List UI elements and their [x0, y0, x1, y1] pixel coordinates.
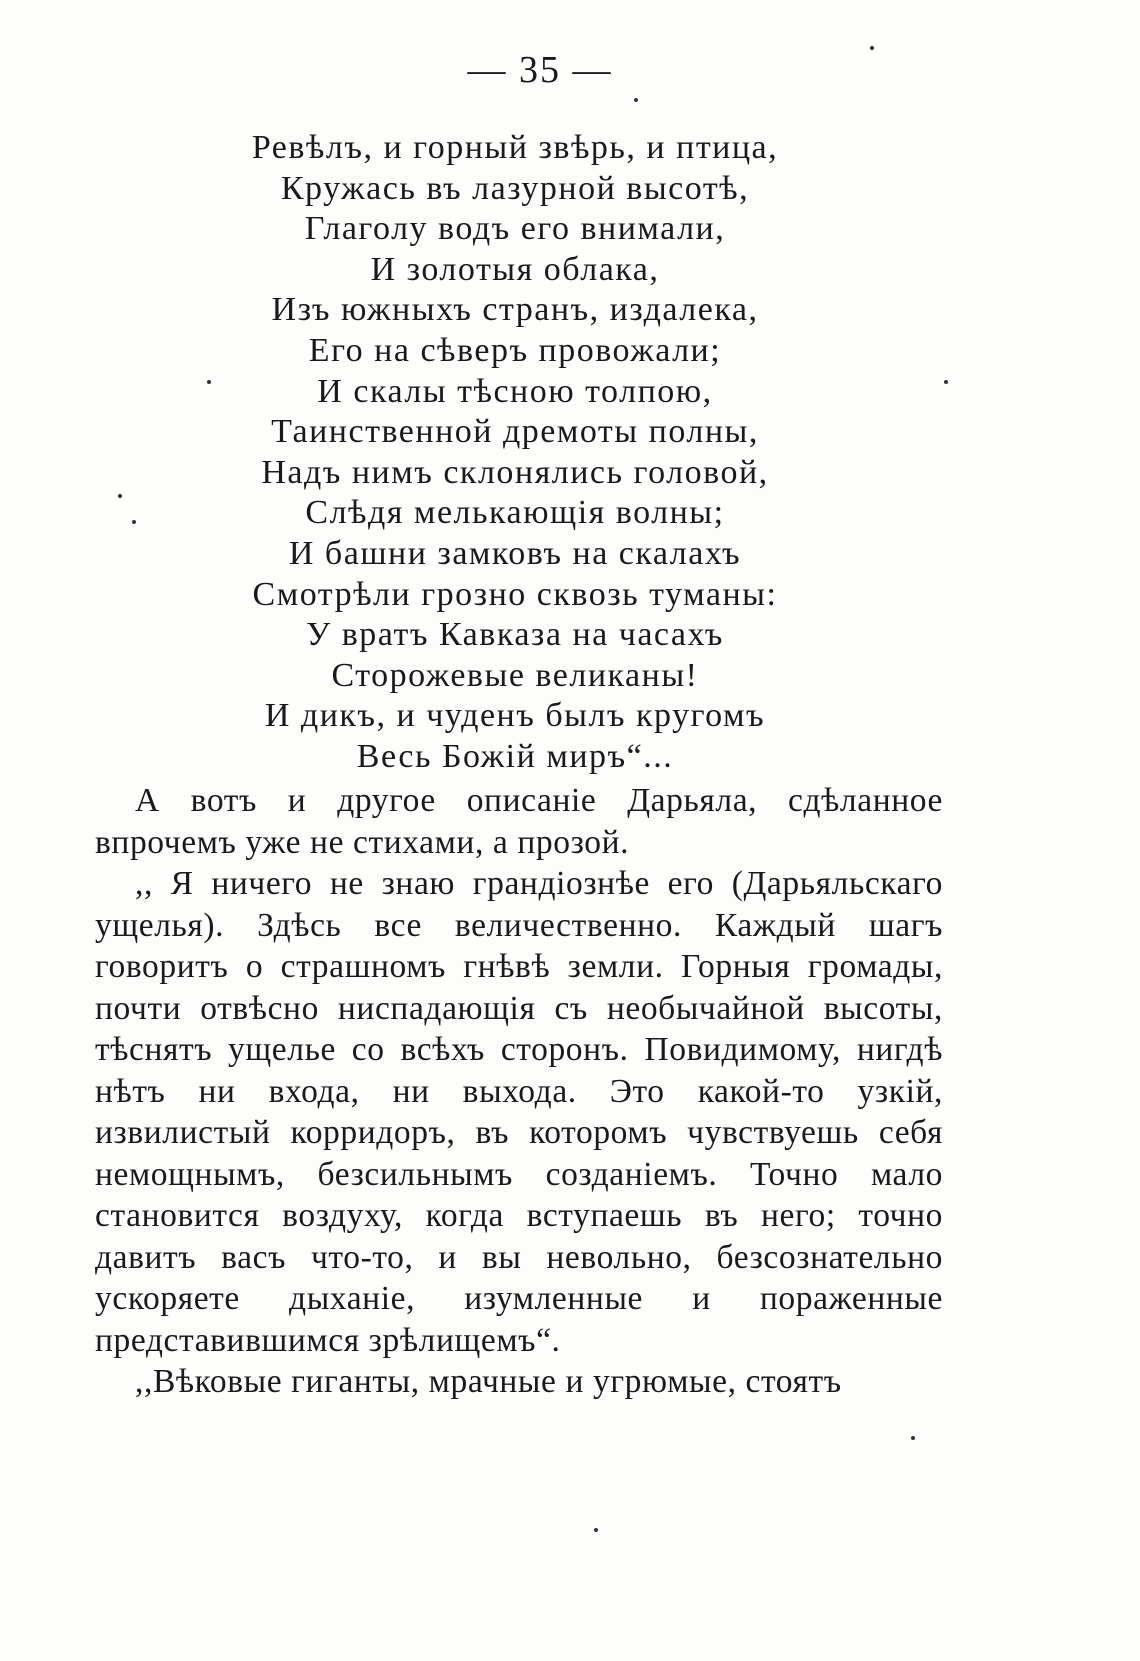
- scan-speck: [118, 494, 122, 498]
- poem-line: Сторожевые великаны!: [331, 656, 699, 694]
- paragraph: А вотъ и другое описаніе Дарьяла, сдѣланное впрочемъ уже не стихами, а прозой.: [95, 782, 943, 861]
- poem-line: Его на сѣверъ провожали;: [308, 331, 722, 369]
- poem-line: Смотрѣли грозно сквозь туманы:: [252, 575, 778, 613]
- paragraph: ,, Я ничего не знаю грандіознѣе его (Дарьяльскаго ущелья). Здѣсь все величественно. Каждый шагъ говоритъ о страшномъ гнѣвѣ земли. Горныя громады, почти отвѣсно ниспадающія съ необычайной высоты, тѣснятъ ущелье со всѣхъ сторонъ. Повидимому, нигдѣ нѣтъ ни входа, ни выхода. Это какой-то узкій, извилистый корридоръ, въ которомъ чувствуешь себя немощнымъ, безсильнымъ созданіемъ. Точно мало становится воздуху, когда вступаешь въ него; точно давитъ васъ что-то, и вы невольно, безсознательно ускоряете дыханіе, изумленные и пораженные представившимся зрѣлищемъ“.: [95, 865, 943, 1359]
- prose-body: [95, 780, 943, 1403]
- scan-speck: [911, 1436, 915, 1440]
- scan-speck: [944, 380, 948, 384]
- scan-speck: [870, 46, 874, 50]
- poem-stanza: [0, 128, 1030, 778]
- scan-speck: [132, 520, 136, 524]
- poem-line: Таинственной дремоты полны,: [271, 413, 759, 451]
- page-number: — 35 —: [467, 49, 613, 91]
- scan-speck: [207, 380, 211, 384]
- poem-line: И дикъ, и чуденъ былъ кругомъ: [264, 697, 766, 735]
- scan-speck: [594, 1528, 598, 1532]
- poem-line: Глаголу водъ его внимали,: [304, 210, 726, 248]
- poem-line: У вратъ Кавказа на часахъ: [306, 616, 724, 654]
- scan-speck: [634, 98, 638, 102]
- poem-line: И скалы тѣсною толпою,: [317, 372, 713, 410]
- poem-line: Надъ нимъ склонялись головой,: [261, 453, 769, 491]
- poem-line: Изъ южныхъ странъ, издалека,: [271, 291, 759, 329]
- poem-line: Весь Божій миръ“...: [356, 737, 674, 775]
- poem-line: И башни замковъ на скалахъ: [288, 534, 742, 572]
- poem-line: И золотыя облака,: [370, 250, 660, 288]
- poem-line: Слѣдя мелькающія волны;: [305, 494, 725, 532]
- paragraph: ,,Вѣковые гиганты, мрачные и угрюмые, стоятъ: [135, 1363, 842, 1400]
- poem-line: Кружась въ лазурной высотѣ,: [280, 169, 750, 207]
- poem-line: Ревѣлъ, и горный звѣрь, и птица,: [251, 129, 779, 166]
